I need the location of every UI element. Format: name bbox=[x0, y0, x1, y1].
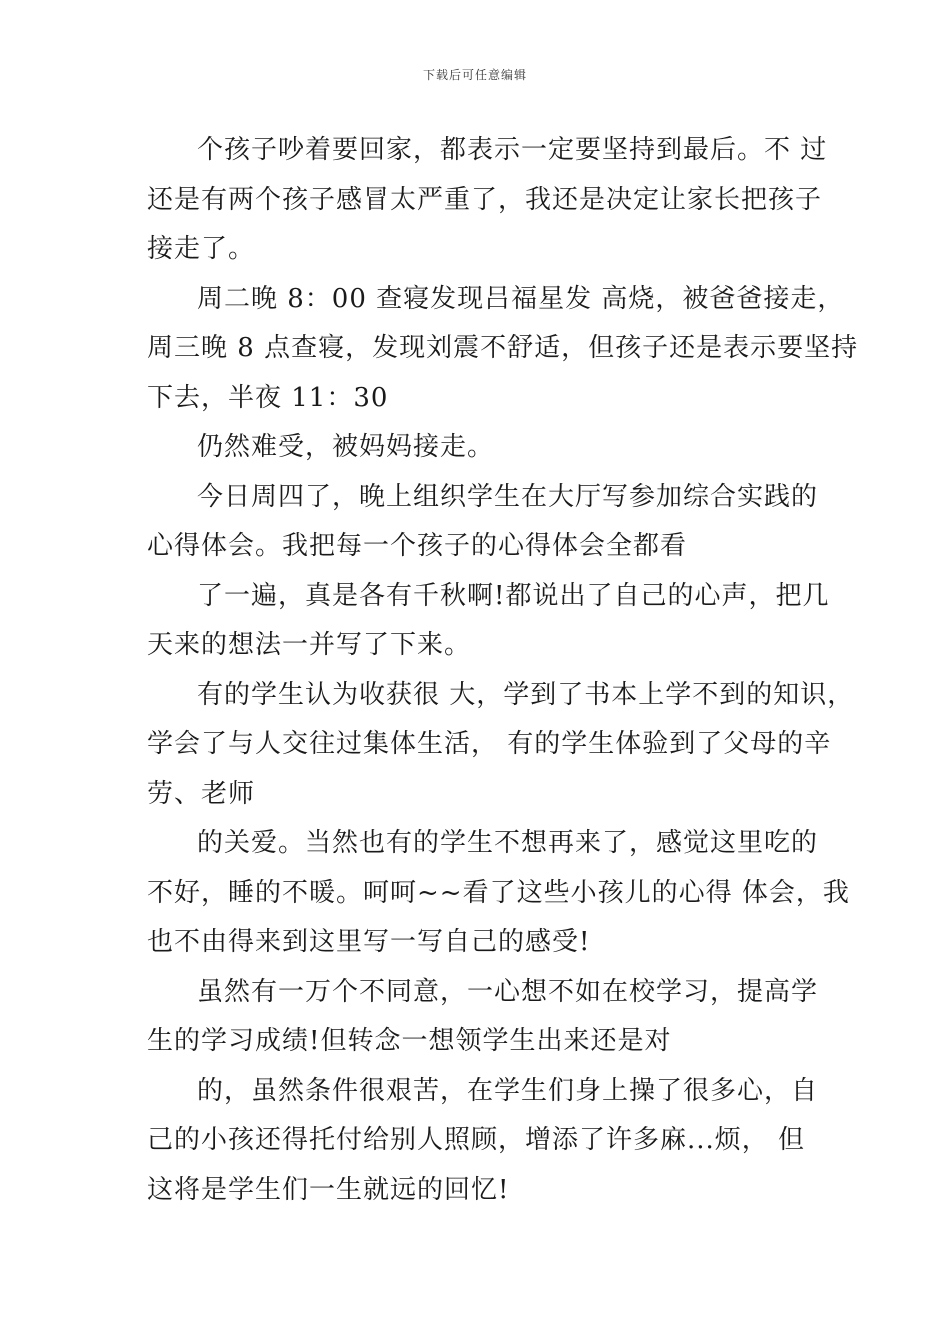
text-line: 天来的想法一并写了下来。 bbox=[147, 630, 472, 660]
text-line: 这将是学生们一生就远的回忆! bbox=[147, 1174, 510, 1205]
text-line: 了一遍，真是各有千秋啊!都说出了自己的心声，把几 bbox=[197, 580, 830, 611]
paragraph bbox=[147, 1067, 827, 1216]
text-line: 的，虽然条件很艰苦，在学生们身上操了很多心，自 bbox=[197, 1075, 819, 1106]
text-line: 还是有两个孩子感冒太严重了，我还是决定让家长把孩子 bbox=[147, 184, 823, 215]
text-line: 虽然有一万个不同意，一心想不如在校学习，提高学 bbox=[197, 976, 819, 1007]
page-header: 下载后可任意编辑 bbox=[422, 68, 527, 82]
document-body bbox=[147, 126, 859, 1215]
text-line: 生的学习成绩!但转念一想领学生出来还是对 bbox=[147, 1026, 672, 1056]
text-line: 心得体会。我把每一个孩子的心得体会全都看 bbox=[147, 531, 688, 561]
paragraph bbox=[147, 423, 827, 473]
text-line: 下去，半夜 11：30 bbox=[147, 382, 389, 413]
text-line: 个孩子吵着要回家，都表示一定要坚持到最后。不 过 bbox=[197, 135, 828, 165]
paragraph bbox=[147, 671, 855, 820]
paragraph bbox=[147, 572, 830, 671]
text-line: 不好，睡的不暖。呵呵~~看了这些小孩儿的心得 体会，我 bbox=[147, 877, 850, 908]
text-line: 己的小孩还得托付给别人照顾，增添了许多麻...烦， 但 bbox=[147, 1125, 806, 1155]
text-line: 学会了与人交往过集体生活， 有的学生体验到了父母的辛 bbox=[147, 729, 832, 759]
text-line: 今日周四了，晚上组织学生在大厅写参加综合实践的 bbox=[197, 481, 819, 512]
text-line: 劳、老师 bbox=[147, 778, 256, 809]
text-line: 接走了。 bbox=[147, 234, 256, 264]
paragraph bbox=[147, 968, 827, 1067]
text-line: 有的学生认为收获很 大，学到了书本上学不到的知识， bbox=[197, 679, 855, 710]
paragraph bbox=[147, 473, 827, 572]
text-line: 的关爱。当然也有的学生不想再来了，感觉这里吃的 bbox=[197, 828, 819, 858]
text-line: 也不由得来到这里写一写自己的感受! bbox=[147, 927, 591, 957]
text-line: 仍然难受，被妈妈接走。 bbox=[197, 432, 495, 462]
paragraph bbox=[147, 819, 850, 968]
text-line: 周三晚 8 点查寝，发现刘震不舒适，但孩子还是表示要坚持 bbox=[147, 333, 859, 363]
paragraph bbox=[147, 275, 859, 424]
paragraph bbox=[147, 126, 827, 275]
text-line: 周二晚 8：00 查寝发现吕福星发 高烧，被爸爸接走， bbox=[197, 283, 845, 314]
